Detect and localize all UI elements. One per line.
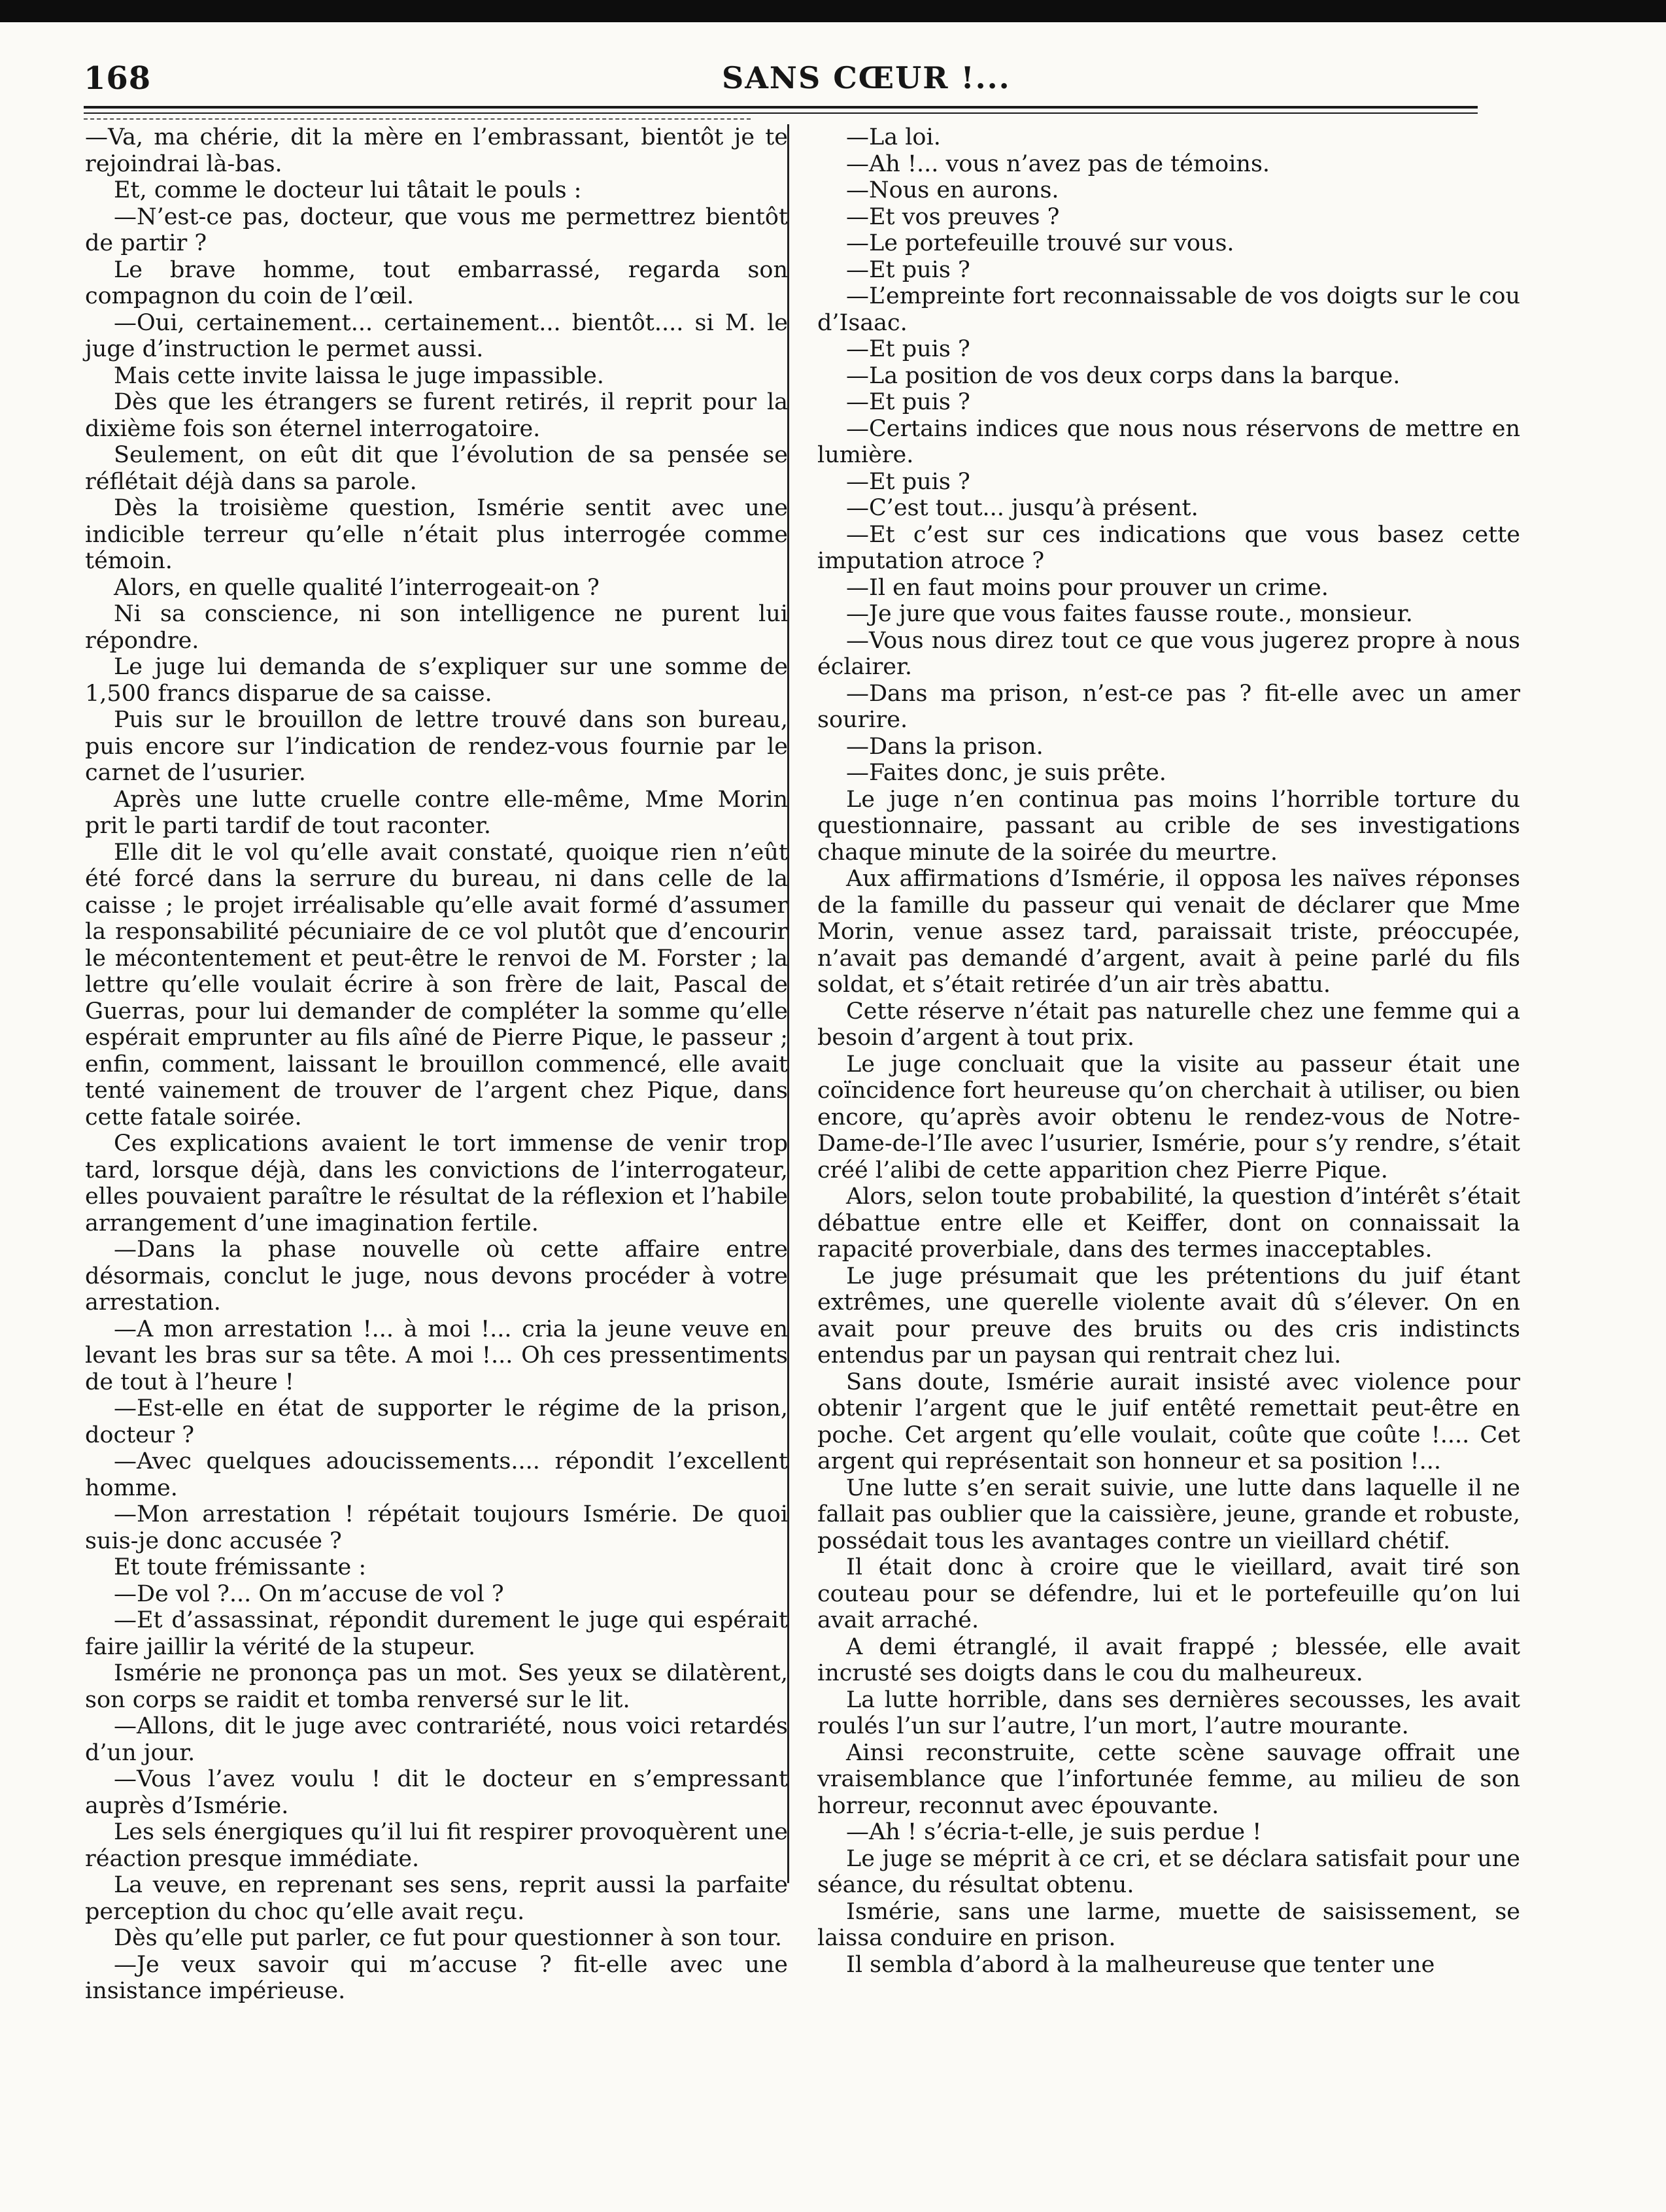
paragraph: Le juge concluait que la visite au passeur était une coïncidence fort heureuse qu’on cherchait à utiliser, ou bien encore, qu’après avoir obtenu le rendez-vous de Notre-Dame-de-l’Ile avec l’usurier, Ismérie, pour s’y rendre, s’était créé l’alibi de cette apparition chez Pierre Pique.	[817, 1051, 1520, 1183]
paragraph: Alors, selon toute probabilité, la question d’intérêt s’était débattue entre elle et Keiffer, dont on connaissait la rapacité proverbiale, dans des termes inacceptables.	[817, 1183, 1520, 1263]
paragraph: —Dans la prison.	[846, 733, 1044, 760]
paragraph: —N’est-ce pas, docteur, que vous me permettrez bientôt de partir ?	[85, 203, 788, 256]
paragraph: —Il en faut moins pour prouver un crime.	[846, 574, 1329, 601]
paragraph: Le brave homme, tout embarrassé, regarda son compagnon du coin de l’œil.	[85, 256, 788, 309]
paragraph: La veuve, en reprenant ses sens, reprit aussi la parfaite perception du choc qu’elle avait reçu.	[85, 1872, 788, 1925]
paragraph: Ainsi reconstruite, cette scène sauvage offrait une vraisemblance que l’infortunée femme, au milieu de son horreur, reconnut avec épouvante.	[817, 1739, 1520, 1819]
right-column	[817, 124, 1520, 1978]
paragraph: A demi étranglé, il avait frappé ; blessée, elle avait incrusté ses doigts dans le cou du malheureux.	[817, 1633, 1520, 1686]
paragraph: —Mon arrestation ! répétait toujours Ismérie. De quoi suis-je donc accusée ?	[85, 1501, 788, 1554]
paragraph: Ces explications avaient le tort immense de venir trop tard, lorsque déjà, dans les convictions de l’interrogateur, elles pouvaient paraître le résultat de la réflexion et l’habile arrangement d’une imagination fertile.	[85, 1131, 788, 1236]
paragraph: Le juge se méprit à ce cri, et se déclara satisfait pour une séance, du résultat obtenu.	[817, 1845, 1520, 1898]
header-rule-thick	[84, 106, 1478, 109]
paragraph: Ismérie ne prononça pas un mot. Ses yeux se dilatèrent, son corps se raidit et tomba renversé sur le lit.	[85, 1660, 788, 1713]
paragraph: Sans doute, Ismérie aurait insisté avec violence pour obtenir l’argent que le juif entêté remettait peut-être en poche. Cet argent qu’elle voulait, coûte que coûte !.... Cet argent qui représentait son honneur et sa position !...	[817, 1369, 1520, 1474]
paragraph: —Et puis ?	[846, 389, 970, 415]
paragraph: Le juge présumait que les prétentions du juif étant extrêmes, une querelle violente avait dû s’élever. On en avait pour preuve des bruits ou des cris indistincts entendus par un paysan qui rentrait chez lui.	[817, 1263, 1520, 1369]
paragraph: Et, comme le docteur lui tâtait le pouls :	[114, 177, 582, 203]
paragraph: Il sembla d’abord à la malheureuse que tenter une	[846, 1951, 1435, 1978]
top-black-border	[0, 0, 1666, 22]
paragraph: —Oui, certainement... certainement... bientôt.... si M. le juge d’instruction le permet aussi.	[85, 309, 788, 362]
paragraph: —Et puis ?	[846, 336, 970, 362]
header-rule-dashed	[84, 118, 751, 120]
paragraph: —De vol ?... On m’accuse de vol ?	[114, 1580, 504, 1607]
paragraph: —Dans la phase nouvelle où cette affaire entre désormais, conclut le juge, nous devons procéder à votre arrestation.	[85, 1236, 788, 1316]
paragraph: —Nous en aurons.	[846, 177, 1059, 203]
paragraph: —Et puis ?	[846, 468, 970, 495]
paragraph: Ismérie, sans une larme, muette de saisissement, se laissa conduire en prison.	[817, 1898, 1520, 1951]
paragraph: —Et c’est sur ces indications que vous basez cette imputation atroce ?	[817, 521, 1520, 574]
paragraph: —Je jure que vous faites fausse route., monsieur.	[846, 601, 1413, 627]
left-column	[85, 124, 788, 2005]
paragraph: —Faites donc, je suis prête.	[846, 760, 1166, 786]
paragraph: —Dans ma prison, n’est-ce pas ? fit-elle avec un amer sourire.	[817, 680, 1520, 733]
paragraph: Cette réserve n’était pas naturelle chez une femme qui a besoin d’argent à tout prix.	[817, 998, 1520, 1051]
paragraph: Et toute frémissante :	[114, 1554, 367, 1580]
paragraph: Le juge lui demanda de s’expliquer sur une somme de 1,500 francs disparue de sa caisse.	[85, 654, 788, 707]
paragraph: Alors, en quelle qualité l’interrogeait-on ?	[114, 574, 600, 601]
paragraph: Mais cette invite laissa le juge impassible.	[114, 362, 604, 389]
paragraph: —Certains indices que nous nous réservons de mettre en lumière.	[817, 415, 1520, 468]
paragraph: Dès qu’elle put parler, ce fut pour questionner à son tour.	[114, 1925, 783, 1951]
paragraph: —L’empreinte fort reconnaissable de vos doigts sur le cou d’Isaac.	[817, 283, 1520, 336]
paragraph: Le juge n’en continua pas moins l’horrible torture du questionnaire, passant au crible de ses investigations chaque minute de la soirée du meurtre.	[817, 786, 1520, 866]
running-title: SANS CŒUR !...	[722, 60, 1011, 95]
paragraph: —Et d’assassinat, répondit durement le juge qui espérait faire jaillir la vérité de la stupeur.	[85, 1607, 788, 1660]
paragraph: —Allons, dit le juge avec contrariété, nous voici retardés d’un jour.	[85, 1713, 788, 1766]
paragraph: Ni sa conscience, ni son intelligence ne purent lui répondre.	[85, 601, 788, 654]
header-rule-thin	[84, 112, 1478, 114]
paragraph: Une lutte s’en serait suivie, une lutte dans laquelle il ne fallait pas oublier que la caissière, jeune, grande et robuste, possédait tous les avantages contre un vieillard chétif.	[817, 1474, 1520, 1554]
paragraph: —La position de vos deux corps dans la barque.	[846, 362, 1401, 389]
page-number: 168	[84, 60, 152, 97]
paragraph: Aux affirmations d’Ismérie, il opposa les naïves réponses de la famille du passeur qui venait de déclarer que Mme Morin, venue assez tard, paraissait triste, préoccupée, n’avait pas demandé d’argent, avait à peine parlé du fils soldat, et s’était retirée d’un air très abattu.	[817, 866, 1520, 998]
paragraph: Après une lutte cruelle contre elle-même, Mme Morin prit le parti tardif de tout raconter.	[85, 786, 788, 839]
paragraph: —Le portefeuille trouvé sur vous.	[846, 230, 1234, 256]
paragraph: Puis sur le brouillon de lettre trouvé dans son bureau, puis encore sur l’indication de rendez-vous fournie par le carnet de l’usurier.	[85, 707, 788, 786]
paragraph: Dès la troisième question, Ismérie sentit avec une indicible terreur qu’elle n’était plus interrogée comme témoin.	[85, 495, 788, 574]
paragraph: —La loi.	[846, 124, 941, 150]
paragraph: Elle dit le vol qu’elle avait constaté, quoique rien n’eût été forcé dans la serrure du bureau, ni dans celle de la caisse ; le projet irréalisable qu’elle avait formé d’assumer la responsabilité pécuniaire de ce vol plutôt que d’encourir le mécontentement et peut-être le renvoi de M. Forster ; la lettre qu’elle voulait écrire à son frère de lait, Pascal de Guerras, pour lui demander de compléter la somme qu’elle espérait emprunter au fils aîné de Pierre Pique, le passeur ; enfin, comment, laissant le brouillon commencé, elle avait tenté vainement de trouver de l’argent chez Pique, dans cette fatale soirée.	[85, 839, 788, 1131]
paragraph: —Et puis ?	[846, 256, 970, 283]
paragraph: Seulement, on eût dit que l’évolution de sa pensée se réflétait déjà dans sa parole.	[85, 442, 788, 495]
paragraph: —Vous nous direz tout ce que vous jugerez propre à nous éclairer.	[817, 627, 1520, 680]
paragraph: —Vous l’avez voulu ! dit le docteur en s’empressant auprès d’Ismérie.	[85, 1766, 788, 1819]
paragraph: Les sels énergiques qu’il lui fit respirer provoquèrent une réaction presque immédiate.	[85, 1819, 788, 1872]
paragraph: —C’est tout... jusqu’à présent.	[846, 495, 1198, 521]
paragraph: La lutte horrible, dans ses dernières secousses, les avait roulés l’un sur l’autre, l’un mort, l’autre mourante.	[817, 1686, 1520, 1739]
paragraph: —Je veux savoir qui m’accuse ? fit-elle avec une insistance impérieuse.	[85, 1951, 788, 2004]
paragraph: —Est-elle en état de supporter le régime de la prison, docteur ?	[85, 1395, 788, 1448]
paragraph: —Ah !... vous n’avez pas de témoins.	[846, 150, 1270, 177]
paragraph: —Va, ma chérie, dit la mère en l’embrassant, bientôt je te rejoindrai là-bas.	[85, 124, 788, 177]
paragraph: —Ah ! s’écria-t-elle, je suis perdue !	[846, 1819, 1262, 1845]
paragraph: Dès que les étrangers se furent retirés, il reprit pour la dixième fois son éternel interrogatoire.	[85, 389, 788, 442]
paragraph: —Et vos preuves ?	[846, 203, 1060, 230]
paragraph: Il était donc à croire que le vieillard, avait tiré son couteau pour se défendre, lui et le portefeuille qu’on lui avait arraché.	[817, 1554, 1520, 1633]
paragraph: —Avec quelques adoucissements.... répondit l’excellent homme.	[85, 1448, 788, 1501]
paragraph: —A mon arrestation !... à moi !... cria la jeune veuve en levant les bras sur sa tête. A moi !... Oh ces pressentiments de tout à l’heure !	[85, 1316, 788, 1395]
